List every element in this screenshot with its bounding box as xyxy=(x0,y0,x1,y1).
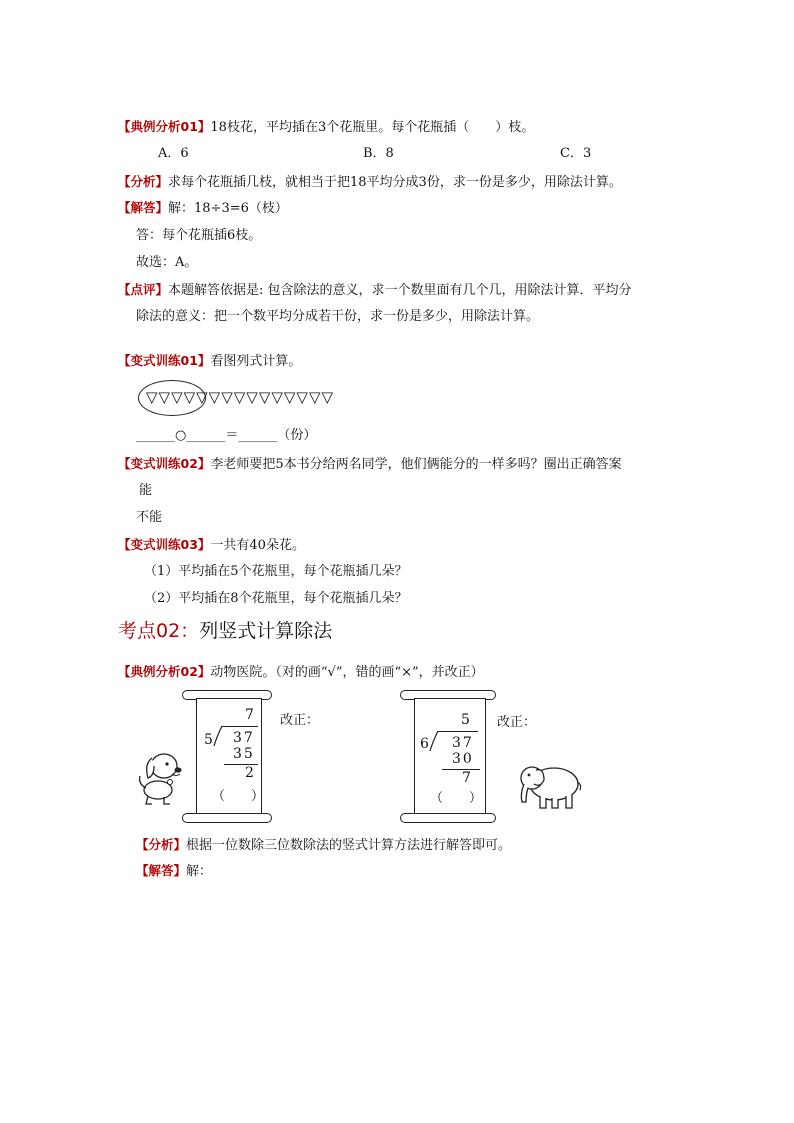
analysis1-tag: 【分析】 xyxy=(118,174,169,189)
practice1-blank-line: ______○______＝______（份） xyxy=(136,428,317,443)
section2-prefix: 考点02： xyxy=(118,620,200,642)
card2-mark: （ ） xyxy=(430,791,483,806)
practice1 xyxy=(118,352,301,371)
card1-divisor: 5 xyxy=(204,732,213,748)
analysis2-text: 根据一位数除三位数除法的竖式计算方法进行解答即可。 xyxy=(186,838,512,853)
comment1-line2: 除法的意义：把一个数平均分成若干份，求一份是多少，用除法计算。 xyxy=(136,309,540,324)
dog-illustration xyxy=(134,748,192,808)
card1-dividend: 37 xyxy=(233,730,255,746)
practice2 xyxy=(118,455,622,474)
card2-bracket-curve xyxy=(428,729,442,753)
card1-bracket-top xyxy=(222,726,258,727)
comment1-line1: 本题解答依据是: 包含除法的意义，求一个数里面有几个几，用除法计算．平均分 xyxy=(168,283,632,298)
practice2-option2: 不能 xyxy=(136,510,163,525)
practice2-text: 李老师要把5本书分给两名同学，他们俩能分的一样多吗？圈出正确答案 xyxy=(210,457,622,472)
example1-question-text: 18枝花，平均插在3个花瓶里。每个花瓶插（ ）枝。 xyxy=(210,120,535,135)
card2-fix-label: 改正： xyxy=(497,715,537,730)
option-c: C．3 xyxy=(560,146,592,161)
practice3 xyxy=(118,536,305,555)
card1-product: 35 xyxy=(233,746,255,762)
example1-tag: 【典例分析01】 xyxy=(118,119,211,134)
section2-title: 列竖式计算除法 xyxy=(199,620,333,642)
analysis1 xyxy=(118,173,622,192)
answer2-text: 解： xyxy=(186,864,213,879)
scroll2-bottom-roll xyxy=(400,813,496,823)
comment1 xyxy=(118,281,632,300)
practice3-q2: （2）平均插在8个花瓶里，每个花瓶插几朵？ xyxy=(144,591,408,606)
practice3-tag: 【变式训练03】 xyxy=(118,537,211,552)
example2-tag: 【典例分析02】 xyxy=(118,664,211,679)
card2-bracket-top xyxy=(438,731,478,732)
answer2 xyxy=(136,862,212,881)
answer1 xyxy=(118,199,288,218)
practice2-tag: 【变式训练02】 xyxy=(118,456,211,471)
card1-mark: （ ） xyxy=(212,789,265,804)
comment1-tag: 【点评】 xyxy=(118,282,169,297)
card1-quotient: 7 xyxy=(245,707,254,723)
example2-text: 动物医院。（对的画“√”，错的画“×”，并改正） xyxy=(210,665,484,680)
triangle-row: ▽▽▽▽▽▽▽▽▽▽▽▽▽▽▽ xyxy=(146,388,335,406)
analysis2-tag: 【分析】 xyxy=(136,837,187,852)
scroll1-bottom-roll xyxy=(182,813,272,823)
card2-remainder: 7 xyxy=(462,770,471,786)
practice2-option1: 能 xyxy=(139,483,153,498)
elephant-illustration xyxy=(514,758,586,814)
card2-subtract-line xyxy=(442,769,480,770)
card1-bracket-curve xyxy=(212,724,226,748)
section2-heading xyxy=(118,616,332,643)
practice1-text: 看图列式计算。 xyxy=(210,354,302,369)
practice3-text: 一共有40朵花。 xyxy=(210,538,305,553)
analysis1-text: 求每个花瓶插几枝，就相当于把18平均分成3份，求一份是多少，用除法计算。 xyxy=(168,175,622,190)
answer1-tag: 【解答】 xyxy=(118,200,169,215)
card2-dividend: 37 xyxy=(452,735,474,751)
answer1-line3: 故选：A。 xyxy=(136,255,198,270)
card2-product: 30 xyxy=(452,751,474,767)
answer1-line1: 解：18÷3=6（枝） xyxy=(168,201,288,216)
option-b: B．8 xyxy=(363,146,394,161)
answer1-line2: 答：每个花瓶插6枝。 xyxy=(136,228,262,243)
analysis2 xyxy=(136,836,511,855)
card2-divisor: 6 xyxy=(420,736,429,752)
practice1-tag: 【变式训练01】 xyxy=(118,353,211,368)
card2-quotient: 5 xyxy=(461,712,470,728)
practice3-q1: （1）平均插在5个花瓶里，每个花瓶插几朵？ xyxy=(144,564,408,579)
card1-remainder: 2 xyxy=(245,765,254,781)
answer2-tag: 【解答】 xyxy=(136,863,187,878)
option-a: A．6 xyxy=(158,146,189,161)
example1-question xyxy=(118,118,534,137)
example2 xyxy=(118,663,484,682)
card1-fix-label: 改正： xyxy=(280,713,320,728)
